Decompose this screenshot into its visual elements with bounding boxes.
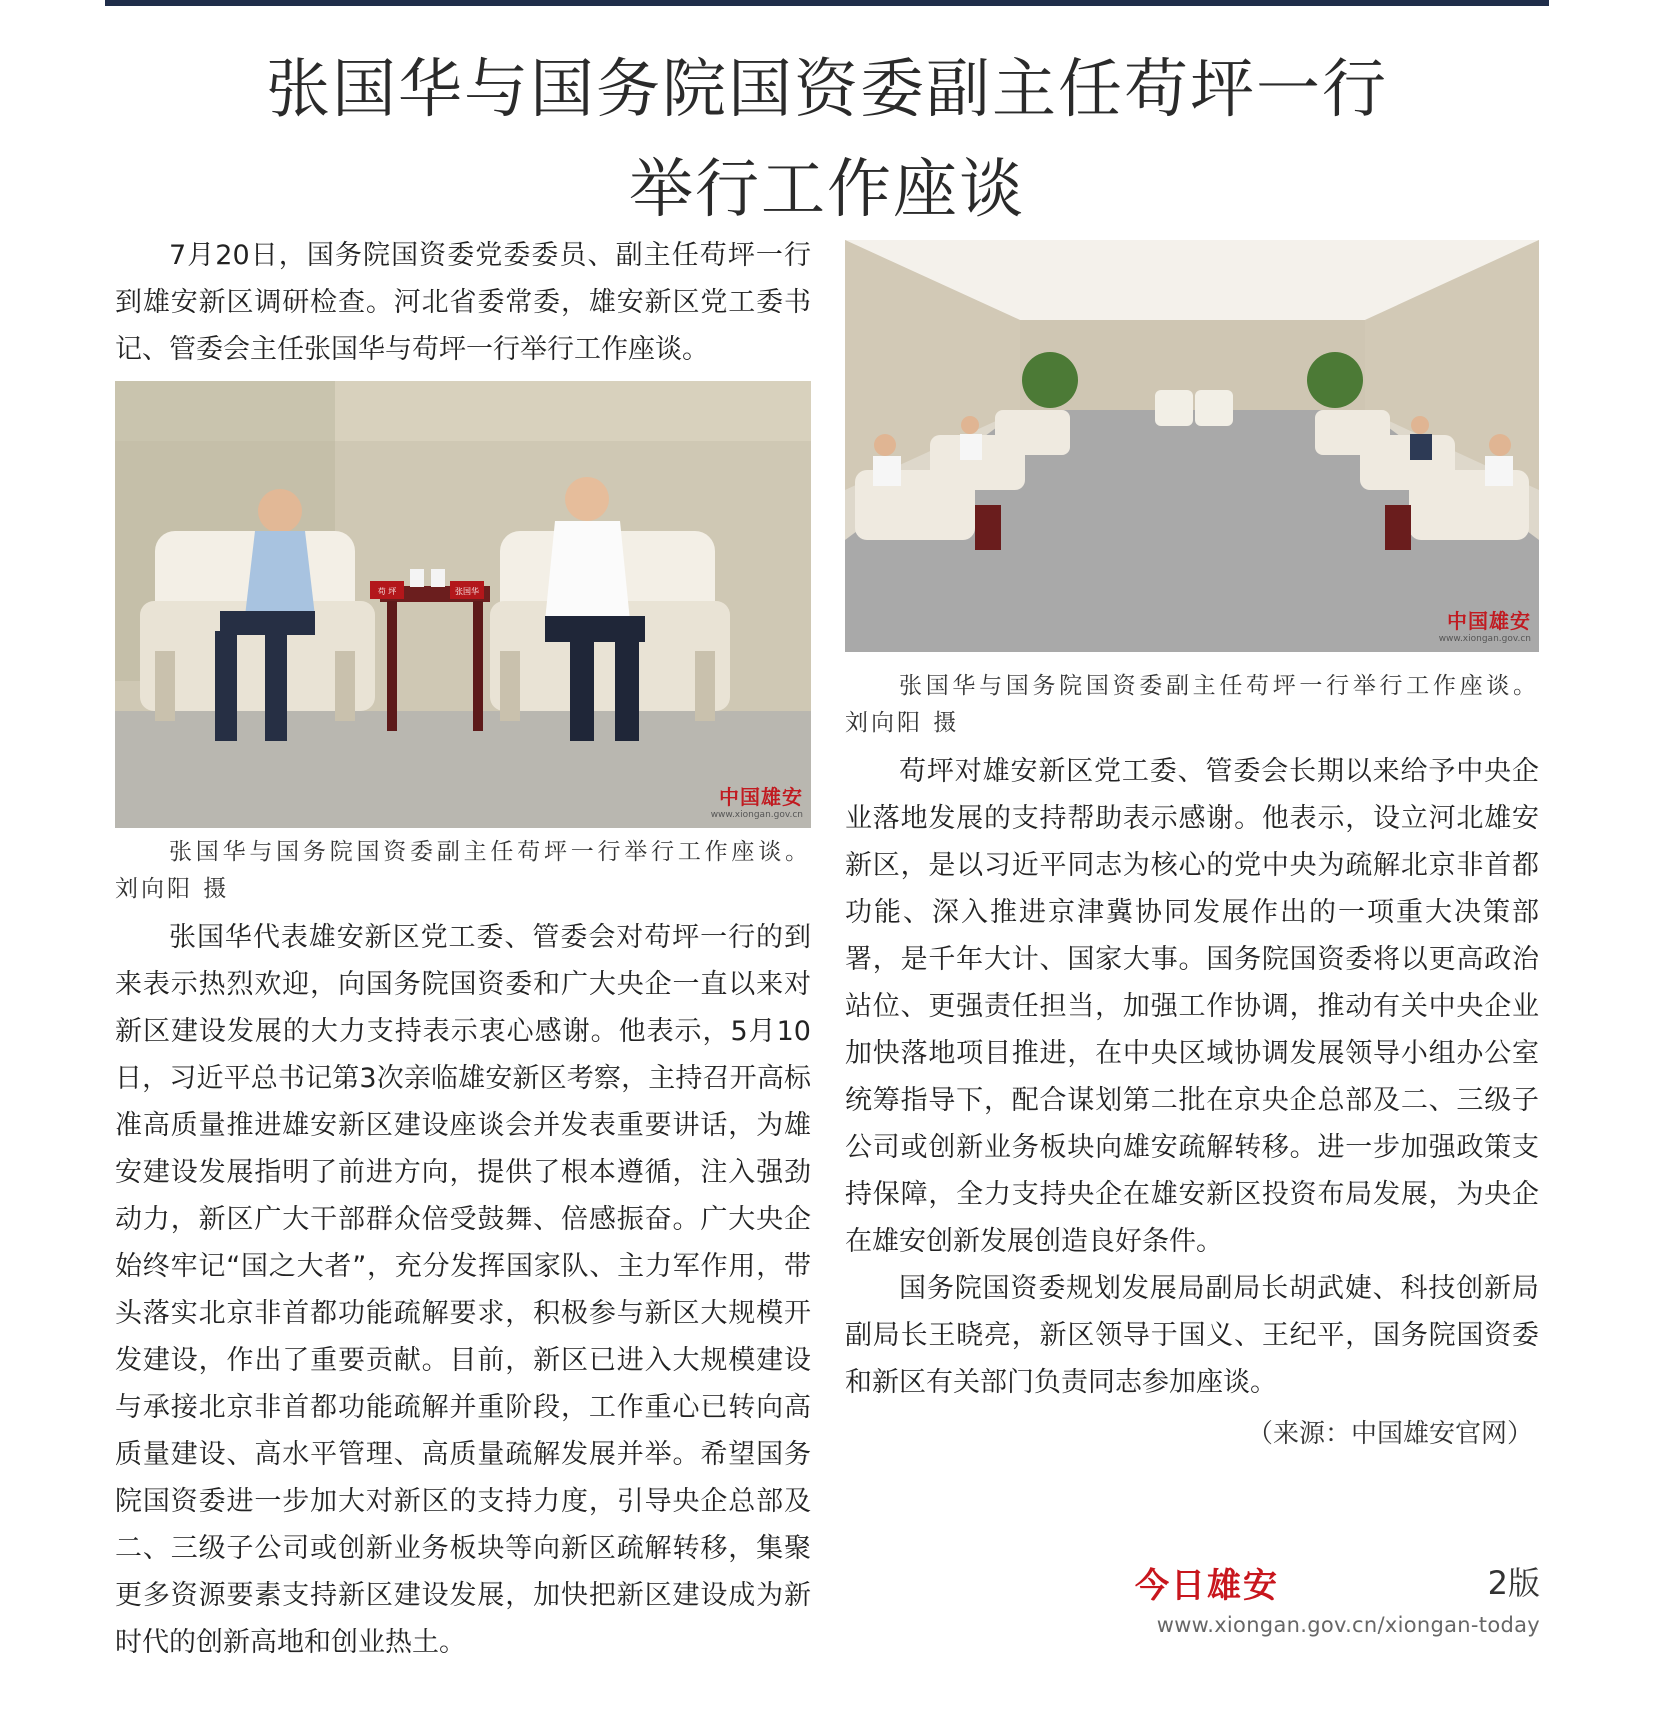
page-footer — [1135, 1558, 1540, 1637]
nameplate-left: 苟 坪 — [377, 587, 397, 596]
photo-room-illustration — [845, 240, 1539, 652]
right-column — [845, 240, 1539, 1456]
paragraph-intro: 7月20日，国务院国资委党委委员、副主任苟坪一行到雄安新区调研检查。河北省委常委，雄安新区党工委书记、管委会主任张国华与苟坪一行举行工作座谈。 — [115, 240, 811, 365]
photo-meeting-closeup — [115, 381, 811, 828]
left-column — [115, 232, 811, 1666]
photo-closeup-illustration — [115, 381, 811, 828]
source-note: （来源：中国雄安官网） — [1246, 1419, 1533, 1449]
nameplate-right: 张国华 — [455, 587, 479, 596]
footer-url[interactable]: www.xiongan.gov.cn/xiongan-today — [1156, 1613, 1540, 1637]
top-rule — [105, 0, 1549, 6]
title-line-1: 张国华与国务院国资委副主任苟坪一行 — [266, 53, 1388, 127]
article-title — [105, 40, 1549, 240]
photo1-watermark — [711, 781, 803, 820]
photo-meeting-room — [845, 240, 1539, 652]
watermark-name: 中国雄安 — [1447, 609, 1531, 633]
photo1-caption: 张国华与国务院国资委副主任苟坪一行举行工作座谈。刘向阳 摄 — [115, 839, 811, 902]
photo2-watermark — [1439, 605, 1531, 644]
watermark-name: 中国雄安 — [719, 785, 803, 809]
paragraph-zhang-remarks: 张国华代表雄安新区党工委、管委会对苟坪一行的到来表示热烈欢迎，向国务院国资委和广大央企一直以来对新区建设发展的大力支持表示衷心感谢。他表示，5月10日，习近平总书记第3次亲临雄安新区考察，主持召开高标准高质量推进雄安新区建设座谈会并发表重要讲话，为雄安建设发展指明了前进方向，提供了根本遵循，注入强劲动力，新区广大干部群众倍受鼓舞、倍感振奋。广大央企始终牢记“国之大者”，充分发挥国家队、主力军作用，带头落实北京非首都功能疏解要求，积极参与新区大规模开发建设，作出了重要贡献。目前，新区已进入大规模建设与承接北京非首都功能疏解并重阶段，工作重心已转向高质量建设、高水平管理、高质量疏解发展并举。希望国务院国资委进一步加大对新区的支持力度，引导央企总部及二、三级子公司或创新业务板块等向新区疏解转移，集聚更多资源要素支持新区建设发展，加快把新区建设成为新时代的创新高地和创业热土。 — [115, 922, 811, 1658]
photo2-caption: 张国华与国务院国资委副主任苟坪一行举行工作座谈。刘向阳 摄 — [845, 673, 1539, 736]
title-line-2: 举行工作座谈 — [629, 153, 1025, 227]
watermark-url: www.xiongan.gov.cn — [1438, 634, 1531, 644]
masthead-logo: 今日雄安 — [1135, 1566, 1279, 1606]
watermark-url: www.xiongan.gov.cn — [710, 810, 803, 820]
page-number: 2版 — [1487, 1564, 1540, 1602]
paragraph-attendees: 国务院国资委规划发展局副局长胡武婕、科技创新局副局长王晓亮，新区领导于国义、王纪平，国务院国资委和新区有关部门负责同志参加座谈。 — [845, 1273, 1539, 1398]
paragraph-gou-remarks: 苟坪对雄安新区党工委、管委会长期以来给予中央企业落地发展的支持帮助表示感谢。他表示，设立河北雄安新区，是以习近平同志为核心的党中央为疏解北京非首都功能、深入推进京津冀协同发展作出的一项重大决策部署，是千年大计、国家大事。国务院国资委将以更高政治站位、更强责任担当，加强工作协调，推动有关中央企业加快落地项目推进，在中央区域协调发展领导小组办公室统筹指导下，配合谋划第二批在京央企总部及二、三级子公司或创新业务板块向雄安疏解转移。进一步加强政策支持保障，全力支持央企在雄安新区投资布局发展，为央企在雄安创新发展创造良好条件。 — [845, 756, 1539, 1257]
